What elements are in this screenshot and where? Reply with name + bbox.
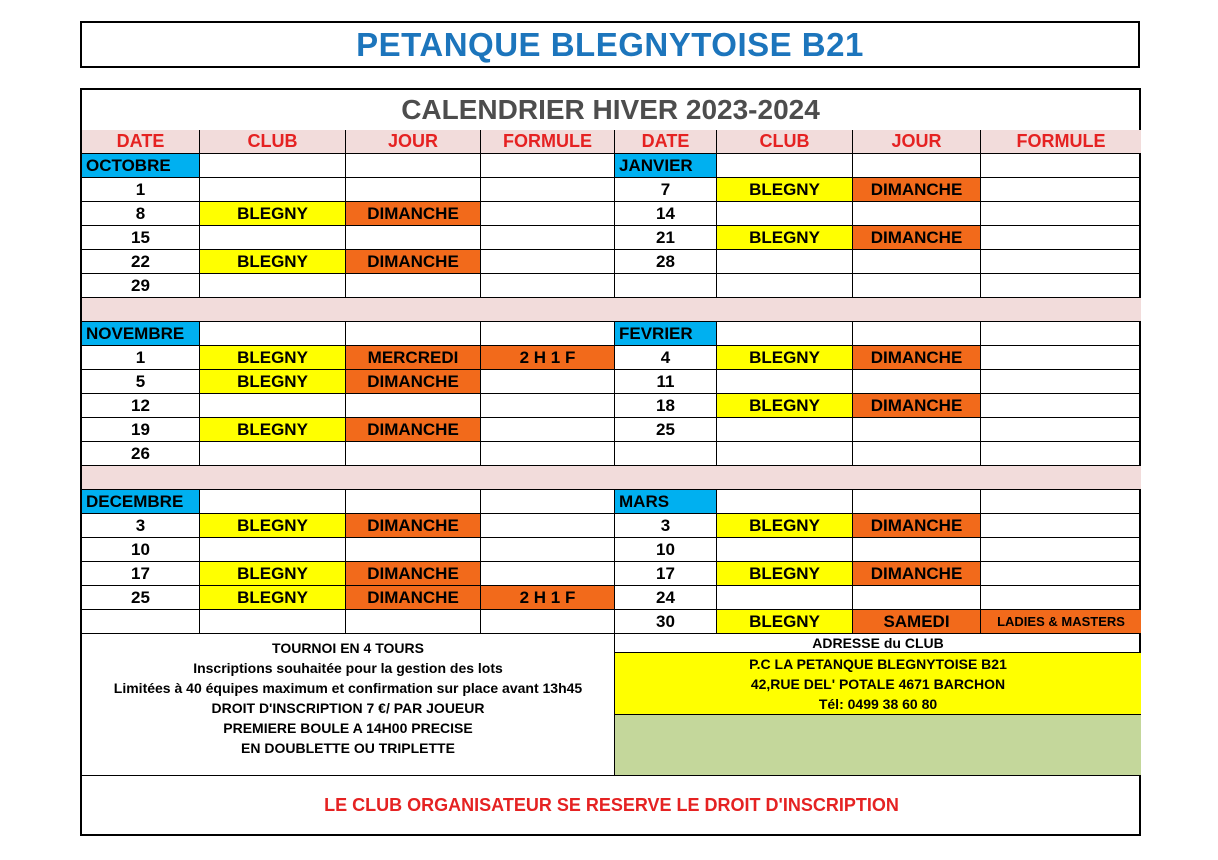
month-label-right: MARS bbox=[615, 490, 717, 514]
formule-cell-right: LADIES & MASTERS bbox=[981, 610, 1141, 634]
month-label-right: JANVIER bbox=[615, 154, 717, 178]
info-line: DROIT D'INSCRIPTION 7 €/ PAR JOUEUR bbox=[211, 700, 485, 716]
table-row bbox=[82, 322, 1141, 346]
club-cell-right: BLEGNY bbox=[717, 178, 853, 202]
club-cell-right bbox=[717, 202, 853, 226]
formule-cell-left bbox=[481, 250, 615, 274]
date-cell-left: 29 bbox=[82, 274, 200, 298]
formule-cell-right bbox=[981, 562, 1141, 586]
club-cell-right: BLEGNY bbox=[717, 394, 853, 418]
date-cell-right: 24 bbox=[615, 586, 717, 610]
green-block bbox=[615, 715, 1141, 775]
calendar-grid bbox=[82, 130, 1141, 634]
table-row bbox=[82, 418, 1141, 442]
club-cell-left bbox=[200, 226, 346, 250]
jour-cell-right bbox=[853, 154, 981, 178]
date-cell-left: 25 bbox=[82, 586, 200, 610]
jour-cell-right: DIMANCHE bbox=[853, 178, 981, 202]
club-cell-left bbox=[200, 154, 346, 178]
jour-cell-left bbox=[346, 154, 481, 178]
info-line: EN DOUBLETTE OU TRIPLETTE bbox=[241, 740, 455, 756]
jour-cell-right bbox=[853, 490, 981, 514]
date-cell-left: 19 bbox=[82, 418, 200, 442]
header-club-left: CLUB bbox=[200, 130, 346, 154]
date-cell-left: 22 bbox=[82, 250, 200, 274]
date-cell-right bbox=[615, 274, 717, 298]
formule-cell-left bbox=[481, 514, 615, 538]
jour-cell-left: DIMANCHE bbox=[346, 250, 481, 274]
date-cell-right: 17 bbox=[615, 562, 717, 586]
calendar-title: CALENDRIER HIVER 2023-2024 bbox=[401, 94, 820, 125]
club-address bbox=[615, 634, 1141, 775]
month-separator bbox=[82, 466, 1141, 490]
jour-cell-left bbox=[346, 610, 481, 634]
header-formule-left: FORMULE bbox=[481, 130, 615, 154]
jour-cell-right: DIMANCHE bbox=[853, 514, 981, 538]
jour-cell-left: DIMANCHE bbox=[346, 586, 481, 610]
date-cell-right: 14 bbox=[615, 202, 717, 226]
club-cell-left bbox=[200, 322, 346, 346]
formule-cell-left: 2 H 1 F bbox=[481, 346, 615, 370]
formule-cell-right bbox=[981, 274, 1141, 298]
header-club-right: CLUB bbox=[717, 130, 853, 154]
title-box bbox=[80, 21, 1140, 68]
address-block bbox=[615, 653, 1141, 715]
jour-cell-right bbox=[853, 418, 981, 442]
formule-cell-left bbox=[481, 154, 615, 178]
jour-cell-left: DIMANCHE bbox=[346, 370, 481, 394]
club-cell-right bbox=[717, 586, 853, 610]
formule-cell-left bbox=[481, 538, 615, 562]
jour-cell-right: DIMANCHE bbox=[853, 394, 981, 418]
jour-cell-right bbox=[853, 322, 981, 346]
formule-cell-right bbox=[981, 226, 1141, 250]
header-date-right: DATE bbox=[615, 130, 717, 154]
info-line: Inscriptions souhaitée pour la gestion des lots bbox=[193, 660, 503, 676]
formule-cell-left: 2 H 1 F bbox=[481, 586, 615, 610]
jour-cell-left bbox=[346, 394, 481, 418]
date-cell-left: 1 bbox=[82, 178, 200, 202]
date-cell-left: 5 bbox=[82, 370, 200, 394]
jour-cell-left bbox=[346, 442, 481, 466]
formule-cell-left bbox=[481, 418, 615, 442]
jour-cell-right bbox=[853, 586, 981, 610]
formule-cell-right bbox=[981, 442, 1141, 466]
jour-cell-right: DIMANCHE bbox=[853, 226, 981, 250]
table-row bbox=[82, 586, 1141, 610]
formule-cell-right bbox=[981, 178, 1141, 202]
formule-cell-left bbox=[481, 442, 615, 466]
date-cell-left: 26 bbox=[82, 442, 200, 466]
jour-cell-left bbox=[346, 226, 481, 250]
formule-cell-left bbox=[481, 178, 615, 202]
header-jour-right: JOUR bbox=[853, 130, 981, 154]
address-title: ADRESSE du CLUB bbox=[615, 634, 1141, 653]
date-cell-right: 30 bbox=[615, 610, 717, 634]
club-cell-left: BLEGNY bbox=[200, 250, 346, 274]
date-cell-right: 28 bbox=[615, 250, 717, 274]
formule-cell-right bbox=[981, 418, 1141, 442]
footer-note: LE CLUB ORGANISATEUR SE RESERVE LE DROIT D'INSCRIPTION bbox=[324, 794, 899, 815]
jour-cell-left bbox=[346, 178, 481, 202]
table-row bbox=[82, 250, 1141, 274]
date-cell-right: 3 bbox=[615, 514, 717, 538]
club-cell-right: BLEGNY bbox=[717, 514, 853, 538]
club-cell-right bbox=[717, 274, 853, 298]
jour-cell-left bbox=[346, 538, 481, 562]
table-row bbox=[82, 154, 1141, 178]
date-cell-left: 8 bbox=[82, 202, 200, 226]
table-row bbox=[82, 274, 1141, 298]
formule-cell-left bbox=[481, 562, 615, 586]
jour-cell-left bbox=[346, 274, 481, 298]
club-cell-left bbox=[200, 442, 346, 466]
formule-cell-left bbox=[481, 610, 615, 634]
jour-cell-right bbox=[853, 538, 981, 562]
date-cell-right: 10 bbox=[615, 538, 717, 562]
table-row bbox=[82, 514, 1141, 538]
formule-cell-right bbox=[981, 202, 1141, 226]
table-row bbox=[82, 370, 1141, 394]
month-label-left: NOVEMBRE bbox=[82, 322, 200, 346]
date-cell-right: 21 bbox=[615, 226, 717, 250]
club-cell-left: BLEGNY bbox=[200, 562, 346, 586]
club-cell-right: BLEGNY bbox=[717, 562, 853, 586]
club-cell-right bbox=[717, 154, 853, 178]
date-cell-right: 7 bbox=[615, 178, 717, 202]
header-date-left: DATE bbox=[82, 130, 200, 154]
club-cell-right bbox=[717, 538, 853, 562]
jour-cell-left bbox=[346, 322, 481, 346]
club-cell-left: BLEGNY bbox=[200, 346, 346, 370]
table-row bbox=[82, 394, 1141, 418]
club-cell-right bbox=[717, 250, 853, 274]
club-cell-left bbox=[200, 490, 346, 514]
jour-cell-left bbox=[346, 490, 481, 514]
jour-cell-right: DIMANCHE bbox=[853, 346, 981, 370]
header-formule-right: FORMULE bbox=[981, 130, 1141, 154]
address-line: Tél: 0499 38 60 80 bbox=[818, 695, 938, 712]
page-title: PETANQUE BLEGNYTOISE B21 bbox=[356, 25, 864, 63]
club-cell-right bbox=[717, 418, 853, 442]
date-cell-left: 15 bbox=[82, 226, 200, 250]
table-row bbox=[82, 490, 1141, 514]
date-cell-right: 18 bbox=[615, 394, 717, 418]
jour-cell-right bbox=[853, 202, 981, 226]
club-cell-right: BLEGNY bbox=[717, 610, 853, 634]
info-line: Limitées à 40 équipes maximum et confirmation sur place avant 13h45 bbox=[113, 680, 583, 696]
calendar-sheet bbox=[80, 88, 1141, 836]
date-cell-left: 12 bbox=[82, 394, 200, 418]
jour-cell-left: DIMANCHE bbox=[346, 202, 481, 226]
header-row bbox=[82, 130, 1141, 154]
club-cell-right: BLEGNY bbox=[717, 346, 853, 370]
date-cell-left: 1 bbox=[82, 346, 200, 370]
month-label-right: FEVRIER bbox=[615, 322, 717, 346]
jour-cell-left: DIMANCHE bbox=[346, 418, 481, 442]
table-row bbox=[82, 538, 1141, 562]
formule-cell-left bbox=[481, 274, 615, 298]
formule-cell-right bbox=[981, 370, 1141, 394]
date-cell-left: 17 bbox=[82, 562, 200, 586]
address-line: 42,RUE DEL' POTALE 4671 BARCHON bbox=[750, 675, 1006, 692]
club-cell-right bbox=[717, 442, 853, 466]
formule-cell-right bbox=[981, 154, 1141, 178]
club-cell-left: BLEGNY bbox=[200, 586, 346, 610]
table-row bbox=[82, 346, 1141, 370]
table-row bbox=[82, 178, 1141, 202]
club-cell-left: BLEGNY bbox=[200, 202, 346, 226]
jour-cell-right bbox=[853, 370, 981, 394]
formule-cell-right bbox=[981, 538, 1141, 562]
jour-cell-right: SAMEDI bbox=[853, 610, 981, 634]
table-row bbox=[82, 226, 1141, 250]
formule-cell-left bbox=[481, 202, 615, 226]
date-cell-left: 3 bbox=[82, 514, 200, 538]
club-cell-left: BLEGNY bbox=[200, 514, 346, 538]
month-separator bbox=[82, 298, 1141, 322]
jour-cell-right: DIMANCHE bbox=[853, 562, 981, 586]
formule-cell-right bbox=[981, 346, 1141, 370]
jour-cell-left: MERCREDI bbox=[346, 346, 481, 370]
jour-cell-right bbox=[853, 442, 981, 466]
club-cell-left bbox=[200, 274, 346, 298]
date-cell-right: 11 bbox=[615, 370, 717, 394]
formule-cell-left bbox=[481, 370, 615, 394]
club-cell-left: BLEGNY bbox=[200, 370, 346, 394]
club-cell-left bbox=[200, 610, 346, 634]
club-cell-left bbox=[200, 538, 346, 562]
club-cell-right bbox=[717, 370, 853, 394]
table-row bbox=[82, 202, 1141, 226]
header-jour-left: JOUR bbox=[346, 130, 481, 154]
month-label-left: DECEMBRE bbox=[82, 490, 200, 514]
formule-cell-right bbox=[981, 394, 1141, 418]
table-row bbox=[82, 442, 1141, 466]
month-label-left: OCTOBRE bbox=[82, 154, 200, 178]
club-cell-right bbox=[717, 322, 853, 346]
formule-cell-right bbox=[981, 250, 1141, 274]
formule-cell-left bbox=[481, 226, 615, 250]
info-line: TOURNOI EN 4 TOURS bbox=[272, 640, 424, 656]
address-line: P.C LA PETANQUE BLEGNYTOISE B21 bbox=[749, 655, 1007, 672]
formule-cell-left bbox=[481, 322, 615, 346]
bottom-section bbox=[82, 634, 1141, 776]
club-cell-left bbox=[200, 394, 346, 418]
jour-cell-left: DIMANCHE bbox=[346, 514, 481, 538]
formule-cell-right bbox=[981, 322, 1141, 346]
club-cell-right bbox=[717, 490, 853, 514]
club-cell-right: BLEGNY bbox=[717, 226, 853, 250]
date-cell-right bbox=[615, 442, 717, 466]
jour-cell-left: DIMANCHE bbox=[346, 562, 481, 586]
formule-cell-left bbox=[481, 394, 615, 418]
date-cell-right: 4 bbox=[615, 346, 717, 370]
formule-cell-right bbox=[981, 490, 1141, 514]
formule-cell-left bbox=[481, 490, 615, 514]
info-line: PREMIERE BOULE A 14H00 PRECISE bbox=[223, 720, 473, 736]
date-cell-left: 10 bbox=[82, 538, 200, 562]
table-row bbox=[82, 562, 1141, 586]
date-cell-right: 25 bbox=[615, 418, 717, 442]
table-row bbox=[82, 610, 1141, 634]
jour-cell-right bbox=[853, 250, 981, 274]
formule-cell-right bbox=[981, 514, 1141, 538]
club-cell-left bbox=[200, 178, 346, 202]
tournament-info bbox=[82, 634, 615, 775]
date-cell-left bbox=[82, 610, 200, 634]
jour-cell-right bbox=[853, 274, 981, 298]
formule-cell-right bbox=[981, 586, 1141, 610]
club-cell-left: BLEGNY bbox=[200, 418, 346, 442]
